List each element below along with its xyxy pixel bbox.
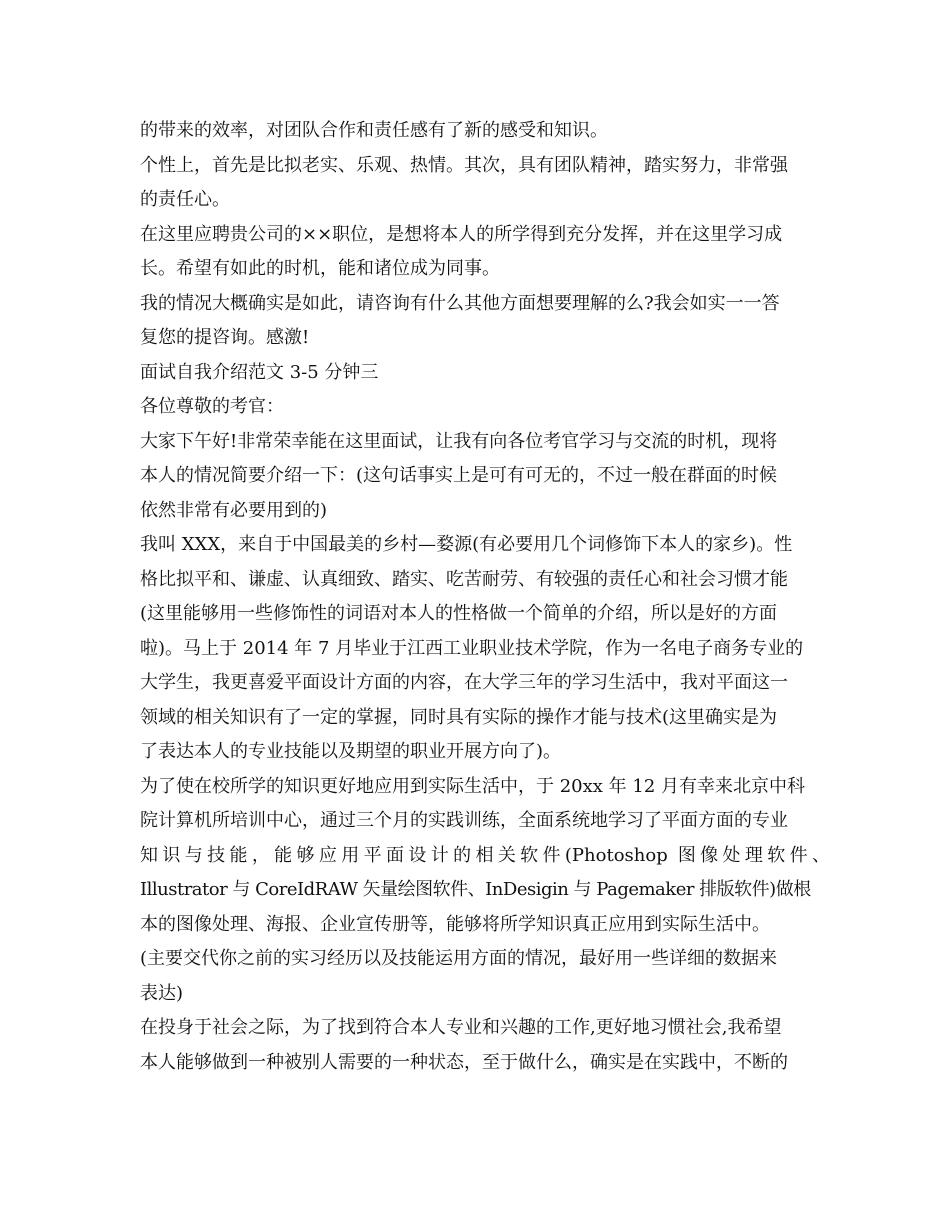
text-line: 本人的情况简要介绍一下：(这句话事实上是可有可无的，不过一般在群面的时候 — [140, 465, 778, 486]
text-line: 院计算机所培训中心，通过三个月的实践训练，全面系统地学习了平面方面的专业 — [140, 810, 788, 831]
text-line: 大学生，我更喜爱平面设计方面的内容，在大学三年的学习生活中，我对平面这一 — [140, 672, 788, 693]
text-line: 我叫 XXX，来自于中国最美的乡村—婺源(有必要用几个词修饰下本人的家乡)。性 — [140, 534, 793, 555]
text-line: 本人能够做到一种被别人需要的一种状态，至于做什么，确实是在实践中，不断的 — [140, 1051, 788, 1073]
text-line: 领域的相关知识有了一定的掌握，同时具有实际的操作才能与技术(这里确实是为 — [140, 706, 778, 728]
text-line: 我的情况大概确实是如此，请咨询有什么其他方面想要理解的么?我会如实一一答 — [140, 292, 780, 314]
document-body — [140, 114, 830, 1080]
text-line: 了表达本人的专业技能以及期望的职业开展方向了)。 — [140, 741, 562, 762]
text-line: Illustrator 与 CoreIdRAW 矢量绘图软件、InDesigin 与 Pagemaker 排版软件)做根 — [140, 879, 811, 900]
text-line: 依然非常有必要用到的) — [140, 499, 328, 521]
text-line: 为了使在校所学的知识更好地应用到实际生活中，于 20xx 年 12 月有幸来北京中科 — [140, 775, 805, 797]
text-line: (主要交代你之前的实习经历以及技能运用方面的情况，最好用一些详细的数据来 — [140, 948, 778, 969]
text-line: 格比拟平和、谦虚、认真细致、踏实、吃苦耐劳、有较强的责任心和社会习惯才能 — [140, 568, 788, 590]
salutation: 各位尊敬的考官： — [140, 396, 284, 417]
text-line: 啦)。马上于 2014 年 7 月毕业于江西工业职业技术学院，作为一名电子商务专业的 — [140, 637, 804, 659]
text-line: 表达) — [140, 982, 184, 1004]
text-line: 在这里应聘贵公司的××职位，是想将本人的所学得到充分发挥，并在这里学习成 — [140, 223, 783, 245]
text-line: 的带来的效率，对团队合作和责任感有了新的感受和知识。 — [140, 120, 608, 141]
text-line: 个性上，首先是比拟老实、乐观、热情。其次，具有团队精神，踏实努力，非常强 — [140, 154, 788, 176]
text-line: 知识与技能，能够应用平面设计的相关软件(Photoshop 图像处理软件、 — [140, 844, 830, 866]
text-line: 长。希望有如此的时机，能和诸位成为同事。 — [140, 258, 500, 279]
text-line: 在投身于社会之际，为了找到符合本人专业和兴趣的工作,更好地习惯社会,我希望 — [140, 1017, 782, 1038]
text-line: 大家下午好!非常荣幸能在这里面试，让我有向各位考官学习与交流的时机，现将 — [140, 430, 778, 452]
text-line: (这里能够用一些修饰性的词语对本人的性格做一个简单的介绍，所以是好的方面 — [140, 603, 778, 624]
text-line: 的责任心。 — [140, 189, 230, 210]
section-heading: 面试自我介绍范文 3-5 分钟三 — [140, 361, 379, 383]
text-line: 本的图像处理、海报、企业宣传册等，能够将所学知识真正应用到实际生活中。 — [140, 913, 770, 935]
text-line: 复您的提咨询。感激! — [140, 327, 310, 348]
